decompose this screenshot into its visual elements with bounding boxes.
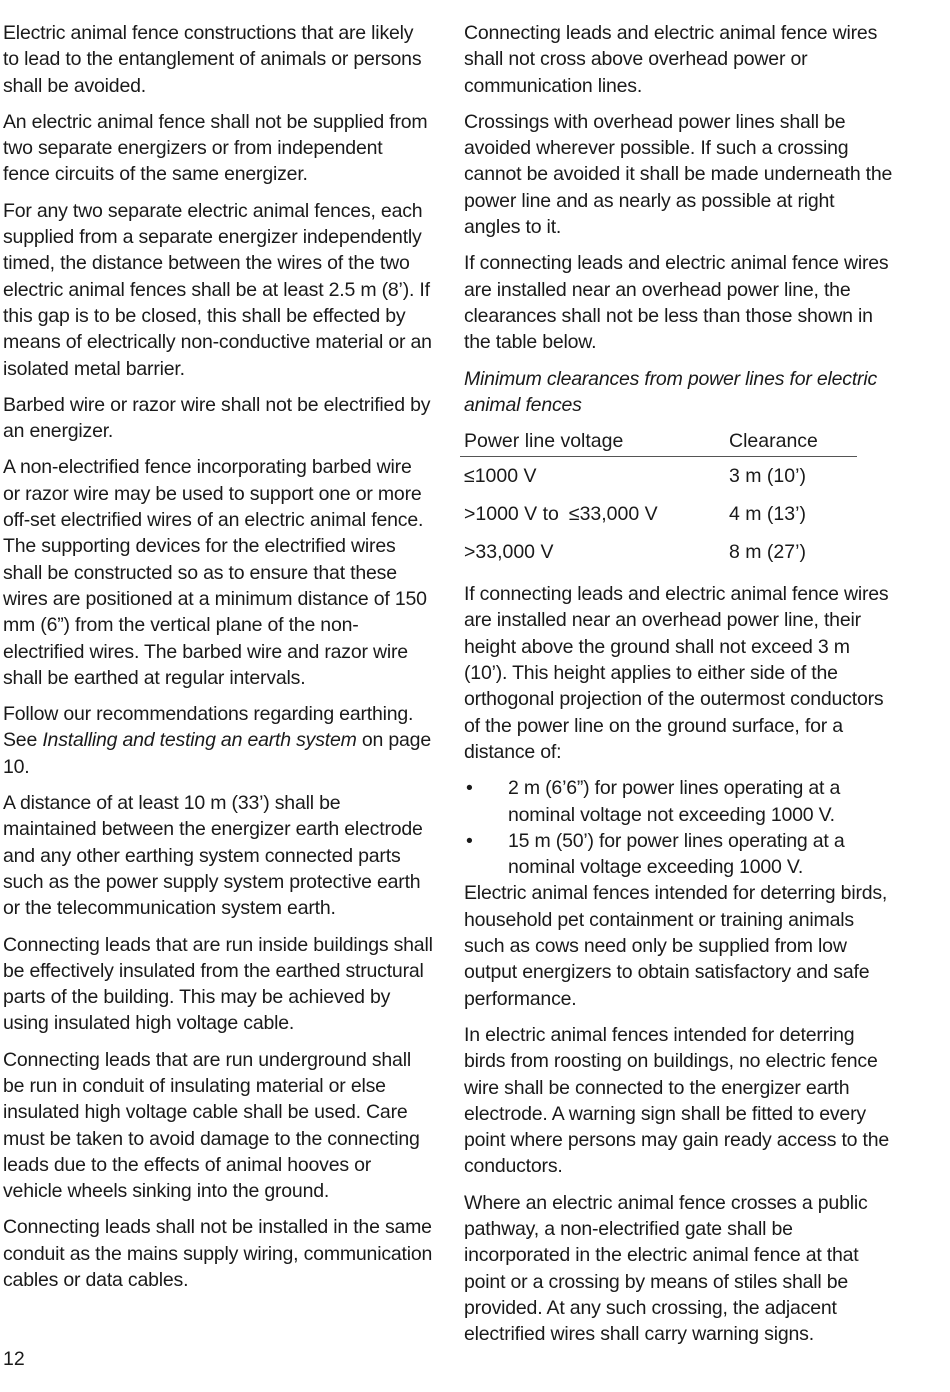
voltage-value: ≤1000 V xyxy=(464,465,537,488)
paragraph-low-output-energizers: Electric animal fences intended for deterring birds, household pet containment or training animals such as cows need only be supplied from low output energizers to obtain satisfactory and safe performance. xyxy=(464,882,888,1010)
voltage-value: >1000 V to xyxy=(464,503,559,526)
paragraph-non-electrified-fence: A non-electrified fence incorporating barbed wire or razor wire may be used to support one or more off-set electrified wires of an electric animal fence. The supporting devices for the electrified wires shall be constructed so as to ensure that these wires are positioned at a minimum distance of 150 mm (6”) from the vertical plane of the non-electrified wires. The barbed wire and razor wire shall be earthed at regular intervals. xyxy=(3,456,427,689)
right-column xyxy=(464,20,894,1357)
list-item-text: 2 m (6’6”) for power lines operating at a nominal voltage not exceeding 1000 V. xyxy=(508,777,841,826)
voltage-cell xyxy=(460,533,725,571)
table-row xyxy=(460,457,857,496)
paragraph-height-limit: If connecting leads and electric animal fence wires are installed near an overhead power line, their height above the ground shall not exceed 3 m (10’). This height applies to either side of the orthogonal projection of the outermost conductors of the power line on the ground surface, for a distance of: xyxy=(464,583,889,763)
distance-list xyxy=(464,775,894,880)
paragraph-public-pathway: Where an electric animal fence crosses a public pathway, a non-electrified gate shall be incorporated in the electric animal fence at that point or a crossing by means of stiles shall be provided. At any such crossing, the adjacent electrified wires shall carry warning signs. xyxy=(464,1191,868,1346)
list-item xyxy=(464,828,894,881)
clearance-table xyxy=(460,426,857,571)
paragraph-earth-electrode-distance: A distance of at least 10 m (33’) shall be maintained between the energizer earth electrode and any other earthing system connected parts such as the power supply system protective earth or the telecommunication system earth. xyxy=(3,792,423,920)
paragraph-fence-distance: For any two separate electric animal fences, each supplied from a separate energizer independently timed, the distance between the wires of the two electric animal fences shall be at least 2.5 m (8’). If this gap is to be closed, this shall be effected by means of electrically non-conductive material or an isolated metal barrier. xyxy=(3,199,432,380)
voltage-cell xyxy=(460,457,725,496)
paragraph-no-crossing-above: Connecting leads and electric animal fence wires shall not cross above overhead power or communication lines. xyxy=(464,22,878,97)
table-header-row xyxy=(460,426,857,457)
earthing-text-before: Follow our recommendations regarding earthing. See xyxy=(3,703,414,752)
bullet-icon: • xyxy=(466,777,473,800)
clearance-cell: 8 m (27’) xyxy=(729,541,806,564)
voltage-upper-value: ≤33,000 V xyxy=(568,503,658,526)
paragraph-barbed-wire: Barbed wire or razor wire shall not be electrified by an energizer. xyxy=(3,393,431,443)
table-row xyxy=(460,495,857,533)
clearance-cell: 4 m (13’) xyxy=(729,503,806,526)
earth-system-reference: Installing and testing an earth system xyxy=(42,729,357,752)
paragraph-entanglement: Electric animal fence constructions that are likely to lead to the entanglement of animals or persons shall be avoided. xyxy=(3,22,422,97)
paragraph-bird-deterrent: In electric animal fences intended for deterring birds from roosting on buildings, no electric fence wire shall be connected to the energizer earth electrode. A warning sign shall be fitted to every point where persons may gain ready access to the conductors. xyxy=(464,1023,890,1178)
earthing-text-after: on page 10. xyxy=(3,729,431,778)
table-row xyxy=(460,533,857,571)
list-item-text: 15 m (50’) for power lines operating at a nominal voltage exceeding 1000 V. xyxy=(508,829,845,879)
left-column xyxy=(3,20,433,1303)
paragraph-separate-energizers: An electric animal fence shall not be supplied from two separate energizers or from independent fence circuits of the same energizer. xyxy=(3,110,428,186)
column-header-clearance: Clearance xyxy=(725,426,857,457)
paragraph-earthing xyxy=(3,701,433,780)
paragraph-clearances-intro: If connecting leads and electric animal fence wires are installed near an overhead power line, the clearances shall not be less than those shown in the table below. xyxy=(464,252,889,354)
table-title: Minimum clearances from power lines for electric animal fences xyxy=(464,367,878,416)
list-item xyxy=(464,775,894,828)
column-header-voltage: Power line voltage xyxy=(460,426,725,457)
paragraph-leads-inside-buildings: Connecting leads that are run inside buildings shall be effectively insulated from the earthed structural parts of the building. This may be achieved by using insulated high voltage cable. xyxy=(3,933,433,1035)
bullet-icon: • xyxy=(466,829,473,852)
voltage-value: >33,000 V xyxy=(464,541,554,564)
voltage-cell xyxy=(460,495,725,533)
clearance-cell: 3 m (10’) xyxy=(729,465,806,488)
page-number: 12 xyxy=(3,1348,25,1370)
paragraph-crossings: Crossings with overhead power lines shall be avoided wherever possible. If such a crossing cannot be avoided it shall be made underneath the power line and as nearly as possible at right angles to it. xyxy=(464,110,893,239)
paragraph-leads-underground: Connecting leads that are run underground shall be run in conduit of insulating material or else insulated high voltage cable shall be used. Care must be taken to avoid damage to the connecting leads due to the effects of animal hooves or vehicle wheels sinking into the ground. xyxy=(3,1048,420,1203)
paragraph-leads-conduit: Connecting leads shall not be installed in the same conduit as the mains supply wiring, communication cables or data cables. xyxy=(3,1216,433,1292)
